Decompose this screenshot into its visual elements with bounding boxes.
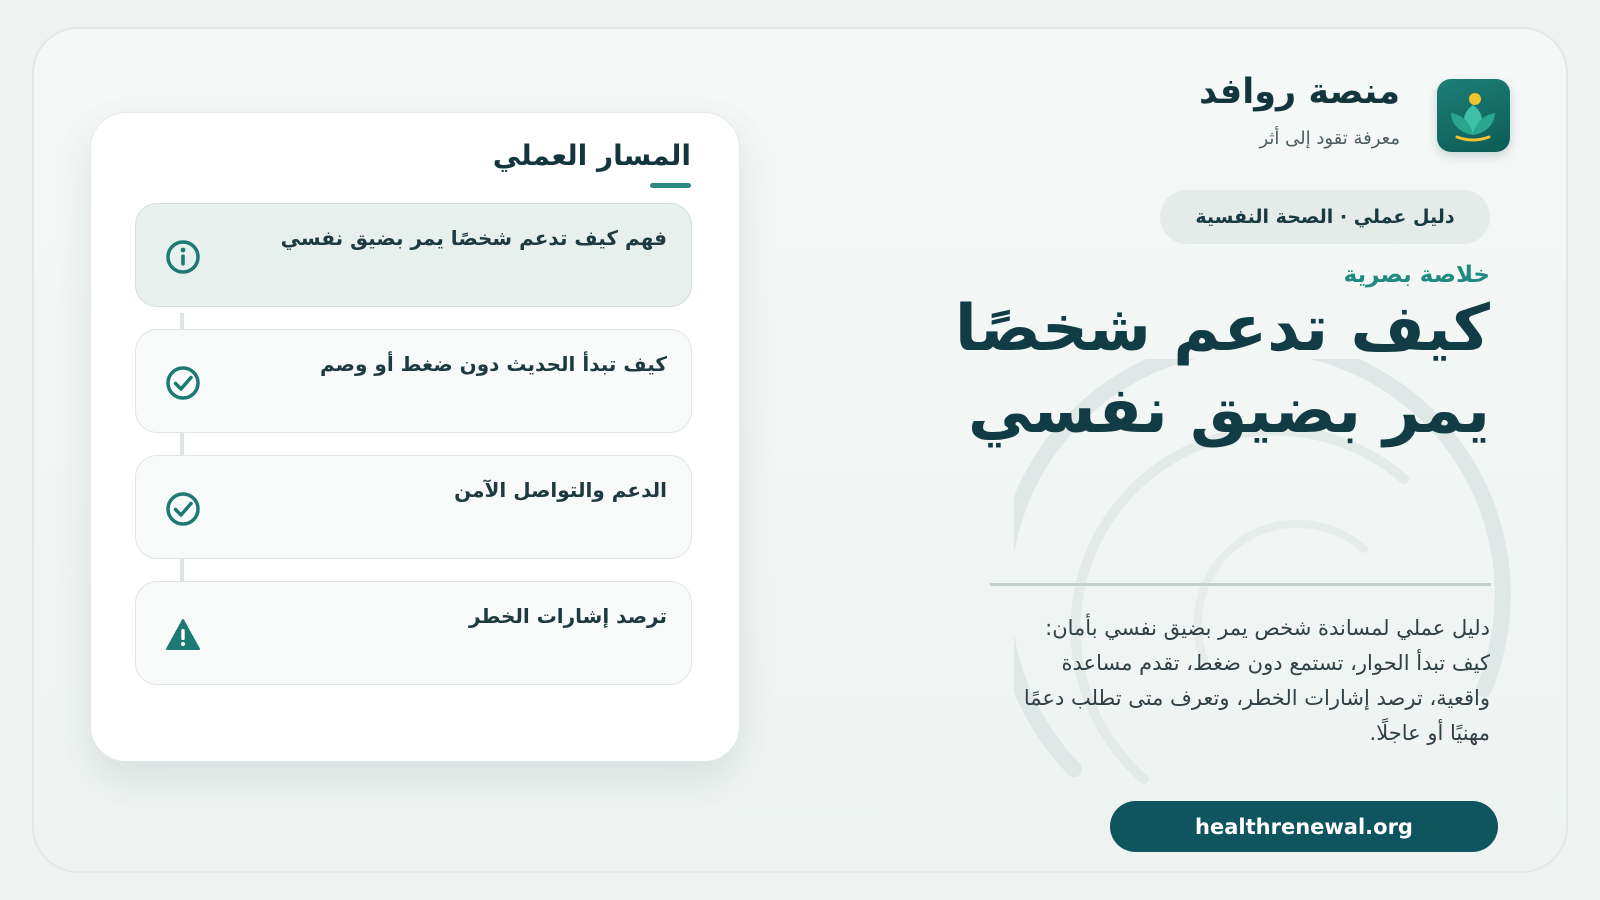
step-label: الدعم والتواصل الآمن xyxy=(454,478,667,502)
category-badge: دليل عملي · الصحة النفسية xyxy=(1160,190,1490,244)
brand-name: منصة روافد xyxy=(1199,72,1400,112)
warning-icon xyxy=(164,616,202,654)
info-icon xyxy=(164,238,202,276)
check-circle-icon xyxy=(164,364,202,402)
step-label: فهم كيف تدعم شخصًا يمر بضيق نفسي xyxy=(280,226,667,250)
step-item-start-conversation[interactable] xyxy=(135,329,692,433)
step-label: كيف تبدأ الحديث دون ضغط أو وصم xyxy=(319,352,667,376)
practical-path-card xyxy=(90,112,740,762)
step-label: ترصد إشارات الخطر xyxy=(469,604,667,628)
step-item-understanding[interactable] xyxy=(135,203,692,307)
step-item-safe-support[interactable] xyxy=(135,455,692,559)
step-item-warning-signs[interactable] xyxy=(135,581,692,685)
divider xyxy=(990,583,1491,586)
kicker-label: خلاصة بصرية xyxy=(1343,262,1490,288)
title-underline xyxy=(650,183,691,188)
page-title: كيف تدعم شخصًا يمر بضيق نفسي xyxy=(954,292,1490,448)
description-text: دليل عملي لمساندة شخص يمر بضيق نفسي بأمان: كيف تبدأ الحوار، تستمع دون ضغط، تقدم مساعدة واقعية، ترصد إشارات الخطر، وتعرف متى تطلب دعمًا مهنيًا أو عاجلًا. xyxy=(1023,616,1490,745)
website-link-button[interactable]: healthrenewal.org xyxy=(1110,801,1498,852)
card-title: المسار العملي xyxy=(492,139,691,172)
lotus-logo-icon xyxy=(1437,79,1510,152)
check-circle-icon xyxy=(164,490,202,528)
brand-tagline: معرفة تقود إلى أثر xyxy=(1259,128,1400,149)
